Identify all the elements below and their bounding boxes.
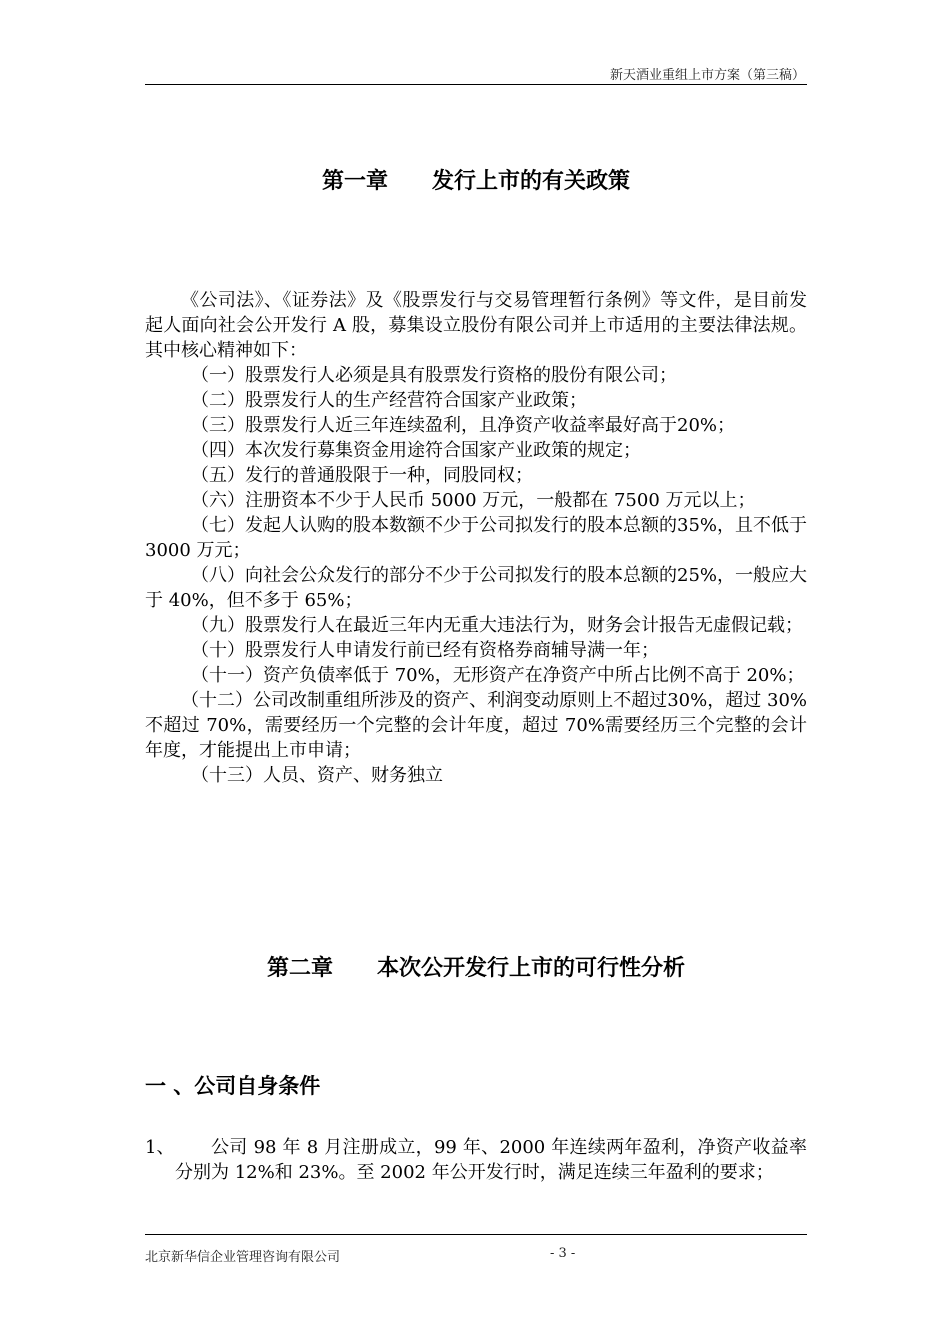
policy-item: （十一）资产负债率低于 70%，无形资产在净资产中所占比例不高于 20%；	[191, 665, 805, 686]
policy-item: （二）股票发行人的生产经营符合国家产业政策；	[191, 390, 587, 411]
numbered-item	[145, 1135, 807, 1185]
policy-item: （三）股票发行人近三年连续盈利，且净资产收益率最好高于20%；	[191, 415, 736, 436]
item-number: 1、	[145, 1137, 175, 1158]
policy-item: （五）发行的普通股限于一种，同股同权；	[191, 465, 533, 486]
footer-rule	[145, 1234, 807, 1235]
policy-item: （四）本次发行募集资金用途符合国家产业政策的规定；	[191, 440, 641, 461]
policy-item: （十二）公司改制重组所涉及的资产、利润变动原则上不超过30%，超过 30%不超过 70%，需要经历一个完整的会计年度，超过 70%需要经历三个完整的会计年度，才能提出上市申请；	[145, 690, 807, 761]
footer-company: 北京新华信企业管理咨询有限公司	[145, 1250, 341, 1265]
chapter-2-title: 第二章 本次公开发行上市的可行性分析	[266, 956, 685, 981]
policy-item: （十三）人员、资产、财务独立	[191, 765, 443, 786]
policy-item: （六）注册资本不少于人民币 5000 万元，一般都在 7500 万元以上；	[191, 490, 756, 511]
policy-item: （一）股票发行人必须是具有股票发行资格的股份有限公司；	[191, 365, 677, 386]
intro-paragraph: 《公司法》、《证券法》及《股票发行与交易管理暂行条例》等文件，是目前发起人面向社会公开发行 A 股，募集设立股份有限公司并上市适用的主要法律法规。其中核心精神如下：	[145, 290, 807, 361]
header-rule	[145, 84, 807, 85]
policy-section	[145, 288, 807, 788]
chapter-1-title: 第一章 发行上市的有关政策	[321, 169, 630, 194]
section-heading: 一 、公司自身条件	[145, 1074, 321, 1098]
policy-item: （九）股票发行人在最近三年内无重大违法行为，财务会计报告无虚假记载；	[191, 615, 803, 636]
policy-item: （八）向社会公众发行的部分不少于公司拟发行的股本总额的25%，一般应大于 40%，但不多于 65%；	[145, 565, 808, 611]
policy-item: （十）股票发行人申请发行前已经有资格券商辅导满一年；	[191, 640, 659, 661]
policy-item: （七）发起人认购的股本数额不少于公司拟发行的股本总额的35%，且不低于 3000 万元；	[145, 515, 808, 561]
page-number: - 3 -	[550, 1246, 576, 1261]
item-text: 公司 98 年 8 月注册成立，99 年、2000 年连续两年盈利，净资产收益率分别为 12%和 23%。至 2002 年公开发行时，满足连续三年盈利的要求；	[175, 1137, 807, 1183]
running-header: 新天酒业重组上市方案（第三稿）	[609, 68, 805, 83]
